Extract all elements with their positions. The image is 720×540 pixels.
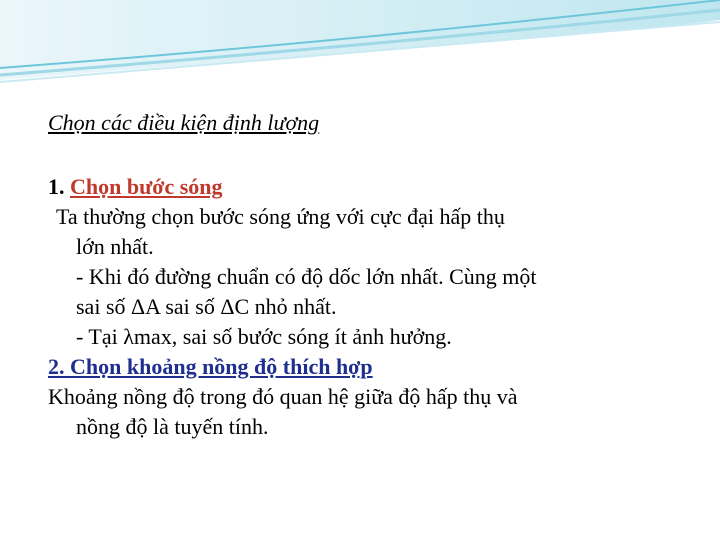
header-wave-decoration (0, 0, 720, 120)
section2-line-1: Khoảng nồng độ trong đó quan hệ giữa độ hấp thụ và (48, 384, 518, 409)
section2-title: 2. Chọn khoảng nồng độ thích hợp (48, 354, 373, 379)
section1-title (48, 172, 688, 202)
slide-content (48, 108, 688, 439)
section2-line-2: nồng độ là tuyến tính. (76, 414, 269, 439)
section1-title-text: Chọn bước sóng (70, 174, 223, 199)
section1-line-1: Ta thường chọn bước sóng ứng với cực đại hấp thụ (56, 204, 505, 229)
section1-line-5: - Tại λmax, sai số bước sóng ít ảnh hưởng. (76, 324, 452, 349)
section1-line-2: lớn nhất. (76, 234, 154, 259)
section1-number: 1. (48, 174, 65, 199)
slide-heading: Chọn các điều kiện định lượng (48, 110, 320, 135)
section1-line-4: sai số ΔA sai số ΔC nhỏ nhất. (76, 294, 337, 319)
body-text (48, 172, 688, 442)
section1-line-3: - Khi đó đường chuẩn có độ dốc lớn nhất. Cùng một (76, 264, 537, 289)
